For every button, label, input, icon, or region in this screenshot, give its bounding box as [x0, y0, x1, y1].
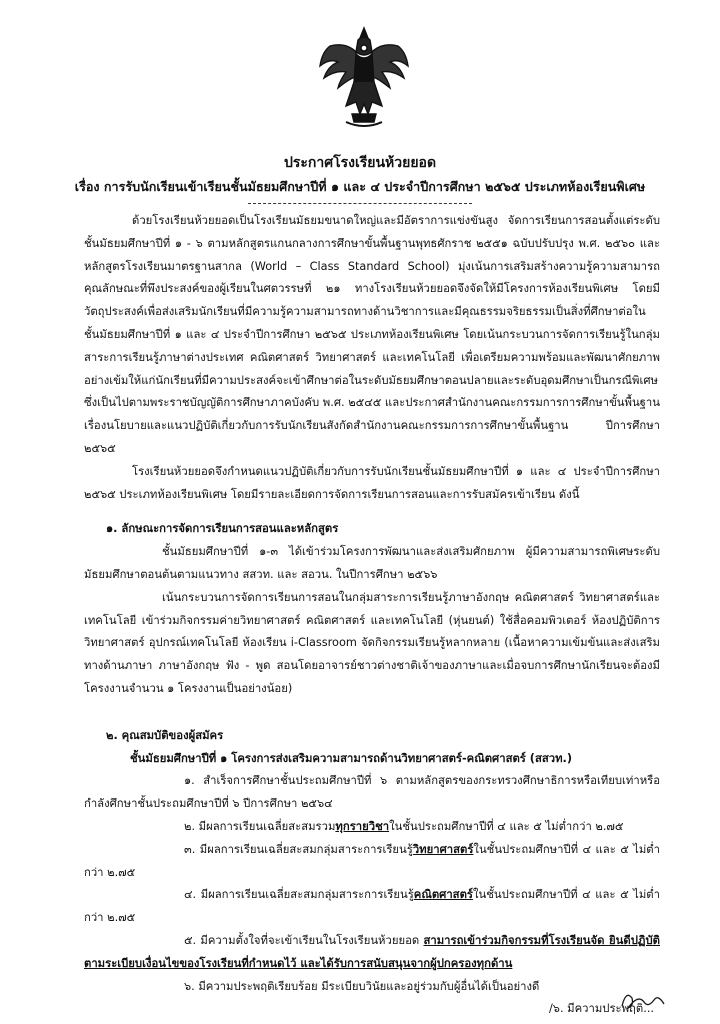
- announcement-title: ประกาศโรงเรียนห้วยยอด: [283, 155, 437, 171]
- continuation-note: /๖. มีความประพฤติ...: [549, 1002, 654, 1016]
- section-1-paragraph-1: ชั้นมัธยมศึกษาปีที่ ๑-๓ ได้เข้าร่วมโครงการพัฒนาและส่งเสริมศักยภาพ ผู้มีความสามารถพิเศษระดับมัธยมศึกษาตอนต้นตามแนวทาง สสวท. และ สอวน. ในปีการศึกษา ๒๕๖๖: [84, 545, 660, 581]
- requirement-item-4: ๔. มีผลการเรียนเฉลี่ยสะสมกลุ่มสาระการเรียนรู้คณิตศาสตร์ในชั้นประถมศึกษาปีที่ ๔ และ ๕ ไม่ต่ำกว่า ๒.๗๕: [84, 888, 660, 925]
- emphasis-mathematics: คณิตศาสตร์: [413, 888, 473, 902]
- document-body: [84, 210, 660, 1021]
- requirement-item-1: ๑. สำเร็จการศึกษาชั้นประถมศึกษาปีที่ ๖ ตามหลักสูตรของกระทรวงศึกษาธิการหรือเทียบเท่าหรือกำลังศึกษาชั้นประถมศึกษาปีที่ ๖ ปีการศึกษา ๒๕๖๔: [84, 774, 660, 811]
- emphasis-science: วิทยาศาสตร์: [412, 842, 474, 856]
- emphasis-all-subjects: ทุกรายวิชา: [335, 819, 390, 833]
- section-2-heading: ๒. คุณสมบัติของผู้สมัคร: [106, 728, 224, 742]
- requirement-item-3: ๓. มีผลการเรียนเฉลี่ยสะสมกลุ่มสาระการเรียนรู้วิทยาศาสตร์ในชั้นประถมศึกษาปีที่ ๔ และ ๕ ไม่ต่ำกว่า ๒.๗๕: [84, 842, 660, 879]
- intro-paragraph-1: ด้วยโรงเรียนห้วยยอดเป็นโรงเรียนมัธยมขนาดใหญ่และมีอัตราการแข่งขันสูง จัดการเรียนการสอนตั้งแต่ระดับชั้นมัธยมศึกษาปีที่ ๑ - ๖ ตามหลักสูตรแกนกลางการศึกษาขั้นพื้นฐานพุทธศักราช ๒๕๕๑ ฉบับปรับปรุง พ.ศ. ๒๕๖๐ และหลักสูตรโรงเรียนมาตรฐานสากล (World – Class Standard School) มุ่งเน้นการเสริมสร้างความรู้ความสามารถ คุณลักษณะที่พึงประสงค์ของผู้เรียนในศตวรรษที่ ๒๑ ทางโรงเรียนห้วยยอดจึงจัดให้มีโครงการห้องเรียนพิเศษ โดยมีวัตถุประสงค์เพื่อส่งเสริมนักเรียนที่มีความรู้ความสามารถทางด้านวิชาการและมีคุณธรรมจริยธรรมเป็นสิ่งที่ศึกษาต่อในชั้นมัธยมศึกษาปีที่ ๑ และ ๔ ประจำปีการศึกษา ๒๕๖๕ ประเภทห้องเรียนพิเศษ โดยเน้นกระบวนการจัดการเรียนรู้ในกลุ่มสาระการเรียนรู้ภาษาต่างประเทศ คณิตศาสตร์ วิทยาศาสตร์ และเทคโนโลยี เพื่อเตรียมความพร้อมและพัฒนาศักยภาพอย่างเข้มให้แก่นักเรียนที่มีความประสงค์จะเข้าศึกษาต่อในระดับมัธยมศึกษาตอนปลายและระดับอุดมศึกษาเป็นกรณีพิเศษ ซึ่งเป็นไปตามพระราชบัญญัติการศึกษาภาคบังคับ พ.ศ. ๒๕๔๕ และประกาศสำนักงานคณะกรรมการการศึกษาขั้นพื้นฐาน เรื่องนโยบายและแนวปฏิบัติเกี่ยวกับการรับนักเรียนสังกัดสำนักงานคณะกรรมการการศึกษาขั้นพื้นฐาน ปีการศึกษา ๒๕๖๕: [84, 214, 660, 455]
- requirement-item-5: ๕. มีความตั้งใจที่จะเข้าเรียนในโรงเรียนห้วยยอด สามารถเข้าร่วมกิจกรรมที่โรงเรียนจัด ยินดีปฏิบัติตามระเบียบเงื่อนไขของโรงเรียนที่กำหนดไว้ และได้รับการสนับสนุนจากผู้ปกครองทุกด้าน: [84, 933, 660, 970]
- section-1-paragraph-2: เน้นกระบวนการจัดการเรียนการสอนในกลุ่มสาระการเรียนรู้ภาษาอังกฤษ คณิตศาสตร์ วิทยาศาสตร์และเทคโนโลยี เข้าร่วมกิจกรรมค่ายวิทยาศาสตร์ คณิตศาสตร์ และเทคโนโลยี (หุ่นยนต์) ใช้สื่อคอมพิวเตอร์ ห้องปฏิบัติการวิทยาศาสตร์ อุปกรณ์เทคโนโลยี ห้องเรียน i-Classroom จัดกิจกรรมเรียนรู้หลากหลาย (เนื้อหาความเข้มข้นและส่งเสริมทางด้านภาษา ภาษาอังกฤษ ฟัง - พูด สอนโดยอาจารย์ชาวต่างชาติเจ้าของภาษาและเมื่อจบการศึกษานักเรียนจะต้องมีโครงงานจำนวน ๑ โครงงานเป็นอย่างน้อย): [84, 590, 660, 695]
- requirement-item-6: ๖. มีความประพฤติเรียบร้อย มีระเบียบวินัยและอยู่ร่วมกับผู้อื่นได้เป็นอย่างดี: [184, 979, 540, 993]
- emphasis-participation: สามารถเข้าร่วมกิจกรรมที่โรงเรียนจัด ยินดีปฏิบัติตามระเบียบเงื่อนไขของโรงเรียนที่กำหนดไว้ และได้รับการสนับสนุนจากผู้ปกครองทุกด้าน: [84, 933, 660, 970]
- title-separator: [248, 203, 472, 204]
- announcement-subject: เรื่อง การรับนักเรียนเข้าเรียนชั้นมัธยมศึกษาปีที่ ๑ และ ๔ ประจำปีการศึกษา ๒๕๖๕ ประเภทห้องเรียนพิเศษ: [74, 179, 646, 194]
- requirement-item-2: ๒. มีผลการเรียนเฉลี่ยสะสมรวมทุกรายวิชาในชั้นประถมศึกษาปีที่ ๔ และ ๕ ไม่ต่ำกว่า ๒.๗๕: [184, 819, 624, 833]
- intro-paragraph-2: โรงเรียนห้วยยอดจึงกำหนดแนวปฏิบัติเกี่ยวกับการรับนักเรียนชั้นมัธยมศึกษาปีที่ ๑ และ ๔ ประจำปีการศึกษา ๒๕๖๕ ประเภทห้องเรียนพิเศษ โดยมีรายละเอียดการจัดการเรียนการสอนและการรับสมัครเข้าเรียน ดังนี้: [84, 464, 660, 501]
- section-1-heading: ๑. ลักษณะการจัดการเรียนการสอนและหลักสูตร: [106, 522, 339, 536]
- section-2-subheading: ชั้นมัธยมศึกษาปีที่ ๑ โครงการส่งเสริมความสามารถด้านวิทยาศาสตร์-คณิตศาสตร์ (สสวท.): [130, 751, 572, 765]
- signature-initials-icon: [614, 984, 674, 1014]
- garuda-emblem-icon: [316, 22, 412, 132]
